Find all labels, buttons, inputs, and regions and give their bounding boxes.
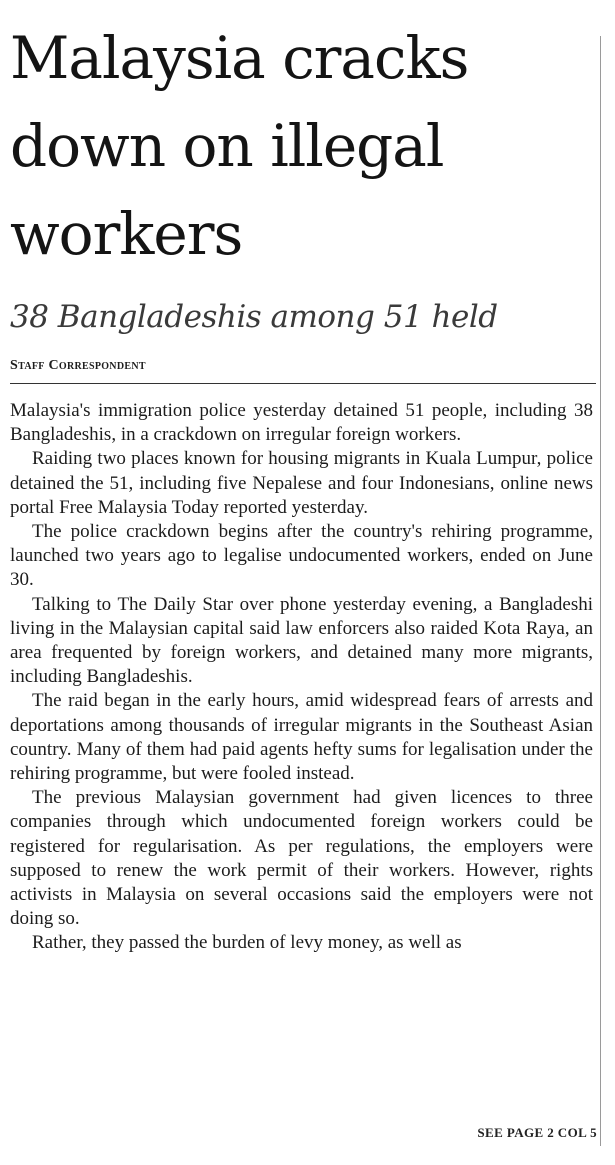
body-paragraph: Talking to The Daily Star over phone yesterday evening, a Bangladeshi living in the Malaysian capital said law enforcers also raided Kota Raya, an area frequented by foreign workers, and detained many more migrants, including Bangladeshis. [10,593,593,688]
headline-line: workers [10,200,243,268]
headline [10,14,600,278]
continuation-jump: SEE PAGE 2 COL 5 [477,1125,597,1140]
headline-line: Malaysia cracks [10,24,469,92]
byline: Staff Correspondent [10,358,146,373]
body-paragraph: The police crackdown begins after the country's rehiring programme, launched two years ago to legalise undocumented workers, ended on June 30. [10,521,593,591]
body-paragraph: Raiding two places known for housing migrants in Kuala Lumpur, police detained the 51, including five Nepalese and four Indonesians, online news portal Free Malaysia Today reported yesterday. [10,448,593,518]
body-paragraph: The raid began in the early hours, amid widespread fears of arrests and deportations among thousands of irregular migrants in the Southeast Asian country. Many of them had paid agents hefty sums for legalisation under the rehiring programme, but were fooled instead. [10,690,593,785]
article-body [10,399,593,956]
column-rule [600,36,601,1146]
body-paragraph: Malaysia's immigration police yesterday detained 51 people, including 38 Bangladeshis, in a crackdown on irregular foreign workers. [10,400,593,446]
body-paragraph: The previous Malaysian government had given licences to three companies through which undocumented foreign workers could be registered for regularisation. As per regulations, the employers were supposed to renew the work permit of their workers. However, rights activists in Malaysia on several occasions said the employers were not doing so. [10,787,593,930]
subheadline: 38 Bangladeshis among 51 held [10,299,498,335]
byline-divider [10,383,596,384]
headline-line: down on illegal [10,112,444,180]
body-paragraph: Rather, they passed the burden of levy money, as well as [32,932,462,954]
